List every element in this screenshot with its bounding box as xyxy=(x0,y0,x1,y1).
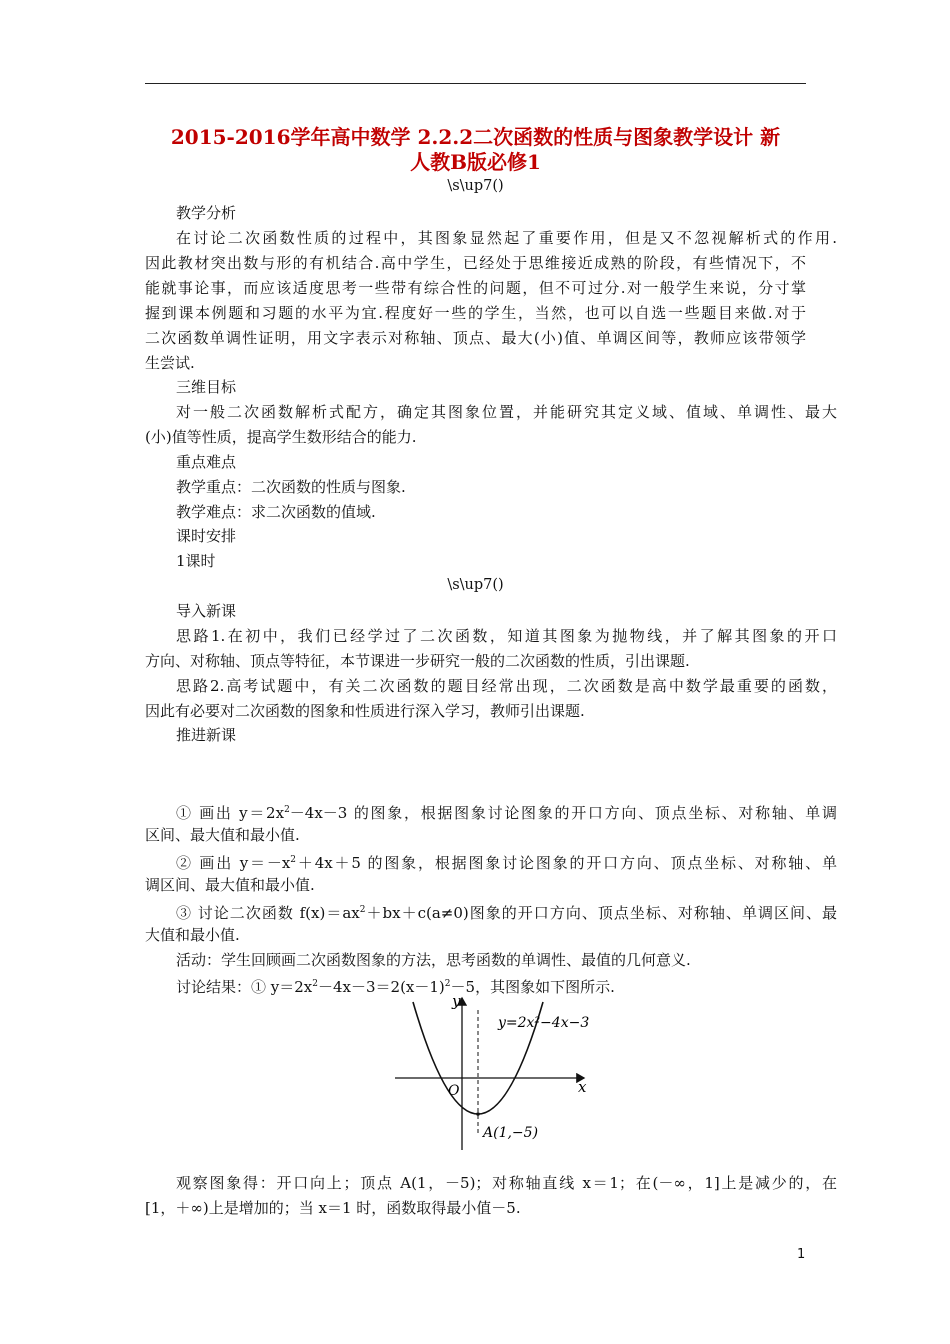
activity-text: 活动：学生回顾画二次函数图象的方法，思考函数的单调性、最值的几何意义. xyxy=(176,951,691,969)
question-2-cont: 调区间、最大值和最小值. xyxy=(145,876,315,894)
paragraph-line: 握到课本例题和习题的水平为宜.程度好一些的学生，当然，也可以自选一些题目来做.对于 xyxy=(145,304,806,322)
section-heading: 课时安排 xyxy=(176,527,237,545)
equation-label: y=2x²−4x−3 xyxy=(498,1015,590,1031)
discussion-result: 讨论结果：① $y=2x^2-4x-3=2(x-1)^2-5$，其图象如下图所示. xyxy=(176,978,615,996)
section-heading: 重点难点 xyxy=(176,453,237,471)
x-axis-label: x xyxy=(578,1078,587,1096)
paragraph-line: 1课时 xyxy=(176,552,216,570)
question-1-cont: 区间、最大值和最小值. xyxy=(145,826,300,844)
paragraph-line: 在讨论二次函数性质的过程中，其图象显然起了重要作用，但是又不忽视解析式的作用. xyxy=(176,229,837,247)
paragraph-line: 因此有必要对二次函数的图象和性质进行深入学习，教师引出课题. xyxy=(145,702,585,720)
question-2: ② 画出 $y=-x^2+4x+5$ 的图象，根据图象讨论图象的开口方向、顶点坐标、对称轴、单 xyxy=(176,854,837,872)
paragraph-line: 能就事论事，而应该适度思考一些带有综合性的问题，但不可过分.对一般学生来说，分寸掌 xyxy=(145,279,806,297)
paragraph-line: (小)值等性质，提高学生数形结合的能力. xyxy=(145,428,417,446)
paragraph-line: 因此教材突出数与形的有机结合.高中学生，已经处于思维接近成熟的阶段，有些情况下，不 xyxy=(145,254,806,272)
paragraph-line: 教学重点：二次函数的性质与图象. xyxy=(176,478,406,496)
section-heading: 导入新课 xyxy=(176,602,237,620)
parabola-figure xyxy=(390,990,605,1160)
layout-marker: \s\up7() xyxy=(447,178,504,194)
paragraph-line: 二次函数单调性证明，用文字表示对称轴、顶点、最大(小)值、单调区间等，教师应该带领学 xyxy=(145,329,806,347)
question-1: ① 画出 $y=2x^2-4x-3$ 的图象，根据图象讨论图象的开口方向、顶点坐标、对称轴、单调 xyxy=(176,804,837,822)
paragraph-line: 教学难点：求二次函数的值域. xyxy=(176,503,376,521)
observation-line: [1，＋∞)上是增加的；当 x＝1 时，函数取得最小值－5. xyxy=(145,1199,521,1217)
paragraph-line: 对一般二次函数解析式配方，确定其图象位置，并能研究其定义域、值域、单调性、最大 xyxy=(176,403,837,421)
doc-title-line1: 2015-2016学年高中数学 2.2.2二次函数的性质与图象教学设计 新 xyxy=(170,125,781,149)
page-number: 1 xyxy=(797,1247,806,1262)
vertex-label: A(1,−5) xyxy=(483,1125,539,1141)
question-3-cont: 大值和最小值. xyxy=(145,926,240,944)
section-heading: 教学分析 xyxy=(176,204,237,222)
observation-line: 观察图象得：开口向上；顶点 A(1，－5)；对称轴直线 x＝1；在(－∞，1]上是减少的，在 xyxy=(176,1174,837,1192)
layout-marker: \s\up7() xyxy=(447,577,504,593)
paragraph-line: 方向、对称轴、顶点等特征，本节课进一步研究一般的二次函数的性质，引出课题. xyxy=(145,652,690,670)
y-axis-label: y xyxy=(452,992,461,1010)
paragraph-line: 思路1.在初中，我们已经学过了二次函数，知道其图象为抛物线，并了解其图象的开口 xyxy=(176,627,837,645)
origin-label: O xyxy=(448,1083,460,1099)
header-rule xyxy=(145,83,806,84)
vertex-point xyxy=(476,1112,480,1116)
doc-title-line2: 人教B版必修1 xyxy=(410,150,541,174)
paragraph-line: 思路2.高考试题中，有关二次函数的题目经常出现，二次函数是高中数学最重要的函数， xyxy=(176,677,837,695)
section-heading: 三维目标 xyxy=(176,378,237,396)
paragraph-line: 生尝试. xyxy=(145,354,195,372)
question-3: ③ 讨论二次函数 $f(x)=ax^2+bx+c(a\ne 0)$图象的开口方向、顶点坐标、对称轴、单调区间、最 xyxy=(176,904,837,922)
section-heading: 推进新课 xyxy=(176,726,237,744)
